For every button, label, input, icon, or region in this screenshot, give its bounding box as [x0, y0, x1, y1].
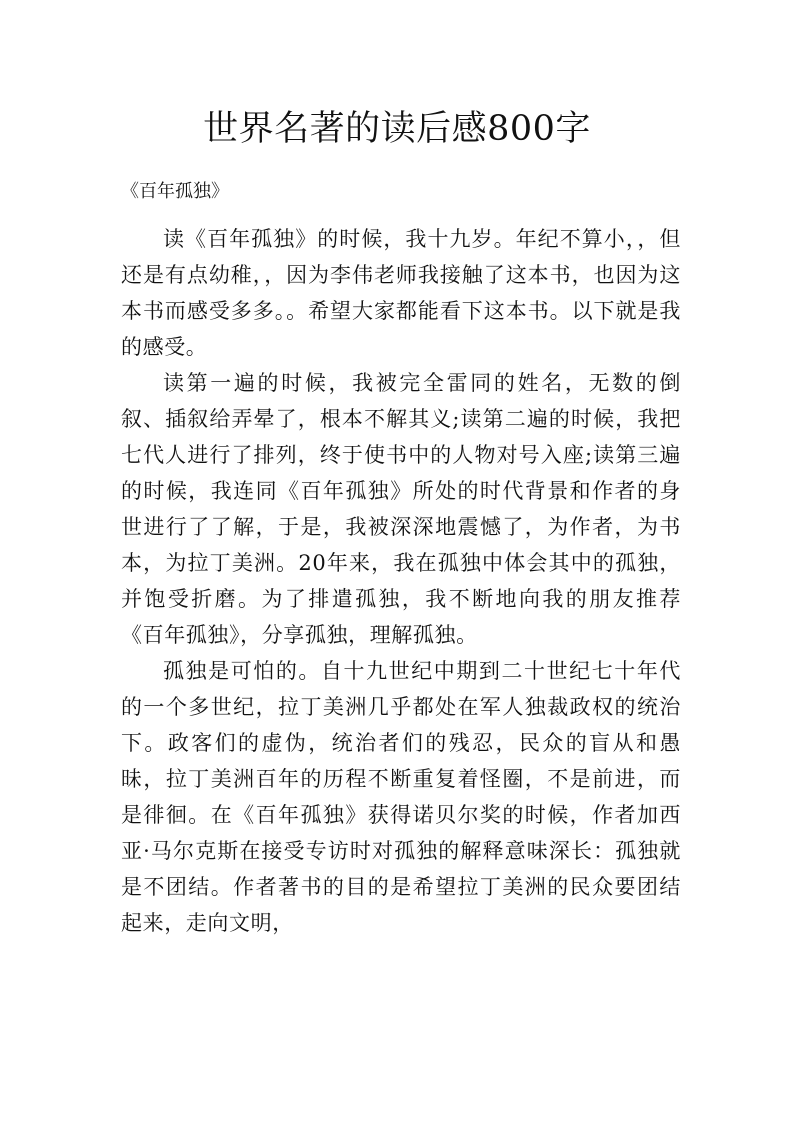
document-title: 世界名著的读后感800字 — [203, 109, 591, 149]
document-body — [121, 221, 681, 941]
paragraph-1: 读《百年孤独》的时候，我十九岁。年纪不算小，，但还是有点幼稚，，因为李伟老师我接触了这本书，也因为这本书而感受多多。。希望大家都能看下这本书。以下就是我的感受。 — [121, 227, 681, 359]
paragraph-2: 读第一遍的时候，我被完全雷同的姓名，无数的倒叙、插叙给弄晕了，根本不解其义;读第二遍的时候，我把七代人进行了排列，终于使书中的人物对号入座;读第三遍的时候，我连同《百年孤独》所处的时代背景和作者的身世进行了了解，于是，我被深深地震憾了，为作者，为书本，为拉丁美洲。20年来，我在孤独中体会其中的孤独，并饱受折磨。为了排遣孤独，我不断地向我的朋友推荐《百年孤独》，分享孤独，理解孤独。 — [121, 371, 681, 647]
book-heading: 《百年孤独》 — [121, 181, 229, 202]
paragraph-3: 孤独是可怕的。自十九世纪中期到二十世纪七十年代的一个多世纪，拉丁美洲几乎都处在军人独裁政权的统治下。政客们的虚伪，统治者们的残忍，民众的盲从和愚昧，拉丁美洲百年的历程不断重复着怪圈，不是前进，而是徘徊。在《百年孤独》获得诺贝尔奖的时候，作者加西亚·马尔克斯在接受专访时对孤独的解释意味深长：孤独就是不团结。作者著书的目的是希望拉丁美洲的民众要团结起来，走向文明， — [121, 659, 681, 935]
